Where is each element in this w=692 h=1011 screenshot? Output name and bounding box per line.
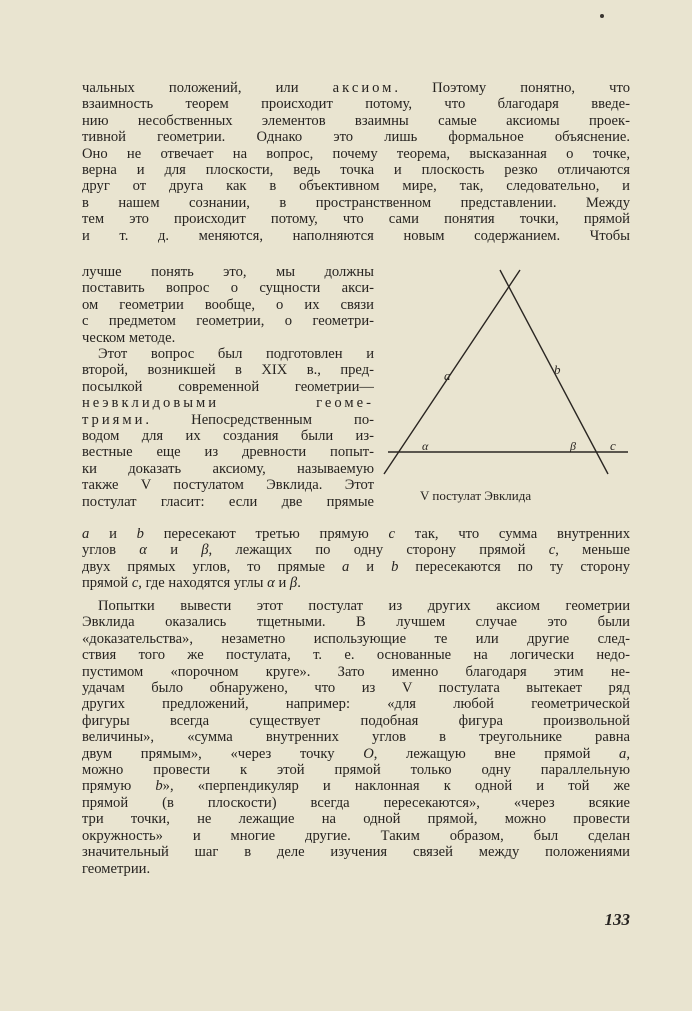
figure-caption: V постулат Эвклида	[420, 488, 532, 503]
text-line: фигуры всегда существует подобная фигура произвольной	[82, 712, 630, 729]
text-line: и т. д. меняются, наполняются новым содержанием. Чтобы	[82, 227, 630, 244]
paragraph-narrow-column	[82, 264, 374, 510]
text-line: верна и для плоскости, ведь точка и плоскость резко отличаются	[82, 162, 630, 179]
text-line: Попытки вывести этот постулат из других аксиом геометрии	[98, 598, 630, 614]
text-line: водом для их создания были из-	[82, 428, 374, 445]
text-line: вестные еще из древности попыт-	[82, 444, 374, 461]
text-line: прямой c, где находятся углы α и β.	[82, 575, 301, 592]
label-c: c	[610, 438, 616, 453]
line-a	[384, 270, 520, 474]
text-line: тем это происходит потому, что сами понятия точки, прямой	[82, 211, 630, 228]
text-line: с предметом геометрии, о геометри-	[82, 313, 374, 330]
text-line: три точки, не лежащие на одной прямой, можно провести	[82, 811, 630, 828]
text-line: второй, возникшей в XIX в., пред-	[82, 362, 374, 379]
label-b: b	[554, 362, 561, 377]
text-line: нию несобственных элементов взаимны самые аксиомы проек-	[82, 112, 630, 129]
paragraph-2-continuation	[82, 526, 630, 592]
text-line: ческом методе.	[82, 329, 176, 346]
page-number: 133	[604, 910, 630, 929]
paragraph-1-full	[82, 80, 630, 244]
label-alpha: α	[422, 439, 429, 453]
text-line: двум прямым», «через точку O, лежащую вне прямой a,	[82, 745, 630, 762]
text-line: друг от друга как в объективном мире, так, следовательно, и	[82, 178, 630, 195]
text-line: чальных положений, или аксиом. Поэтому понятно, что	[82, 80, 630, 96]
text-line: Этот вопрос был подготовлен и	[98, 346, 374, 363]
text-line: прямую b», «перпендикуляр и наклонная к одной и той же	[82, 778, 630, 795]
text-line: Эвклида оказались тщетными. В лучшем случае это были	[82, 614, 630, 631]
text-line: окружность» и многие другие. Таким образом, был сделан	[82, 827, 630, 844]
text-line: пустимом «порочном круге». Зато именно благодаря этим не-	[82, 663, 630, 680]
text-line: двух прямых углов, то прямые a и b пересекаются по ту сторону	[82, 558, 630, 575]
text-line: поставить вопрос о сущности акси-	[82, 280, 374, 297]
text-line: a и b пересекают третью прямую c так, что сумма внутренних	[82, 526, 630, 542]
euclid-fifth-postulate-figure	[372, 262, 642, 512]
label-a: a	[444, 368, 451, 383]
text-line: также V постулатом Эвклида. Этот	[82, 477, 374, 494]
text-line: «доказательства», незаметно использующие те или другие след-	[82, 630, 630, 647]
text-line: триями. Непосредственным по-	[82, 411, 374, 428]
text-line: постулат гласит: если две прямые	[82, 493, 374, 510]
label-beta: β	[570, 439, 576, 453]
text-line: углов α и β, лежащих по одну сторону прямой c, меньше	[82, 542, 630, 559]
text-line: прямой (в плоскости) всегда пересекаются», «через всякие	[82, 794, 630, 811]
paragraph-3	[82, 598, 630, 877]
text-line: тивной геометрии. Однако это лишь формальное объяснение.	[82, 129, 630, 146]
text-line: удачам было обнаружено, что из V постулата вытекает ряд	[82, 680, 630, 697]
text-line: ки доказать аксиому, называемую	[82, 460, 374, 477]
text-line: посылкой современной геометрии—	[82, 378, 374, 395]
text-line: ом геометрии вообще, о их связи	[82, 296, 374, 313]
text-line: неэвклидовыми геоме-	[82, 395, 374, 412]
print-speck	[600, 14, 604, 18]
text-line: можно провести к этой прямой только одну параллельную	[82, 762, 630, 779]
text-line: других предложений, например: «для любой геометрической	[82, 696, 630, 713]
text-line: значительный шаг в деле изучения связей между положениями	[82, 844, 630, 861]
text-line: в нашем сознании, в пространственном представлении. Между	[82, 194, 630, 211]
text-line: величины», «сумма внутренних углов в треугольнике равна	[82, 729, 630, 746]
text-line: взаимность теорем происходит потому, что благодаря введе-	[82, 96, 630, 113]
text-line: Оно не отвечает на вопрос, почему теорема, высказанная о точке,	[82, 145, 630, 162]
text-line: лучше понять это, мы должны	[82, 264, 374, 280]
text-line: ствия того же постулата, т. е. основанные на логически недо-	[82, 647, 630, 664]
text-line: геометрии.	[82, 860, 151, 877]
